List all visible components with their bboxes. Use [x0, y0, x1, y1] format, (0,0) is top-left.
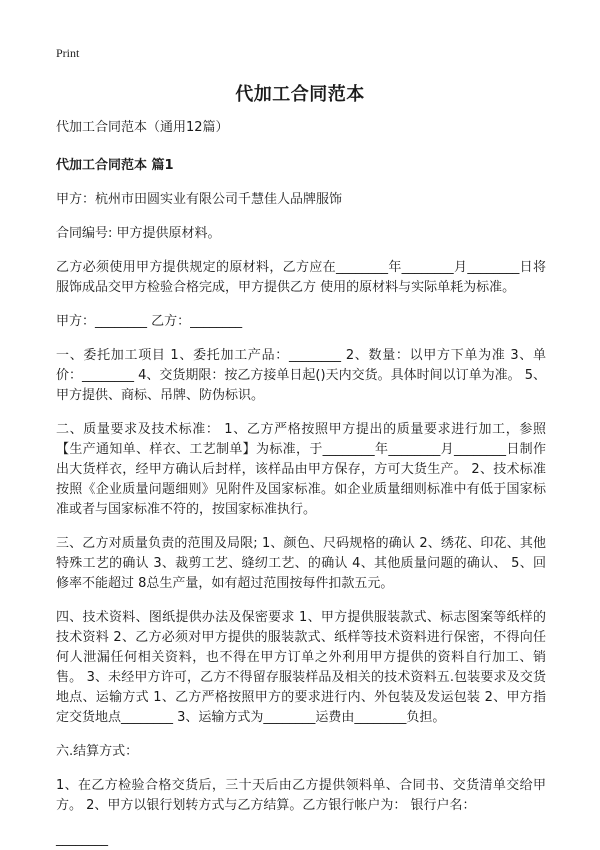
section-heading: 代加工合同范本 篇1 [56, 158, 174, 173]
party-a-line: 甲方：杭州市田圆实业有限公司千慧佳人品牌服饰 [56, 192, 343, 207]
document-subtitle: 代加工合同范本（通用12篇） [56, 120, 229, 135]
paragraph-section-1: 一、委托加工项目 1、委托加工产品：________ 2、数量：以甲方下单为准 3、单价：________ 4、交货期限：按乙方接单日起()天内交货。具体时间以订单为准。 5、甲方提供、商标、吊牌、防伪标识。 [56, 348, 546, 403]
paragraph-materials: 乙方必须使用甲方提供规定的原材料，乙方应在________年________月________日将服饰成品交甲方检验合格完成，甲方提供乙方 使用的原材料与实际单耗为标准。 [56, 260, 546, 295]
trailing-blank-line: ________ [56, 832, 108, 847]
paragraph-section-2: 二、质量要求及技术标准： 1、乙方严格按照甲方提出的质量要求进行加工，参照【生产通知单、样衣、工艺制单】为标准，于________年________月________日制作出大货样衣，经甲方确认后封样，该样品由甲方保存，方可大货生产。 2、技术标准按照《企业质量问题细则》见附件及国家标准。如企业质量细则标准中有低于国家标准或者与国家标准不符的，按国家标准执行。 [56, 422, 546, 517]
paragraph-section-6-heading: 六.结算方式： [56, 744, 139, 759]
page-title: 代加工合同范本 [235, 84, 365, 105]
print-label: Print [56, 46, 80, 60]
contract-number-line: 合同编号: 甲方提供原材料。 [56, 226, 221, 241]
paragraph-signature-line: 甲方：________ 乙方：________ [56, 314, 243, 329]
paragraph-section-6-body: 1、在乙方检验合格交货后，三十天后由乙方提供领料单、合同书、交货清单交给甲方。 2、甲方以银行划转方式与乙方结算。乙方银行帐户为： 银行户名： [56, 778, 546, 813]
paragraph-section-4: 四、技术资料、图纸提供办法及保密要求 1、甲方提供服装款式、标志图案等纸样的技术资料 2、乙方必须对甲方提供的服装款式、纸样等技术资料进行保密，不得向任何人泄漏任何相关资料，也不得在甲方订单之外利用甲方提供的资料自行加工、销售。 3、未经甲方许可，乙方不得留存服装样品及相关的技术资料五.包装要求及交货地点、运输方式 1、乙方严格按照甲方的要求进行内、外包装及发运包装 2、甲方指定交货地点________ 3、运输方式为________运费由________负担。 [56, 610, 546, 725]
document-body [56, 118, 546, 850]
paragraph-section-3: 三、乙方对质量负责的范围及局限; 1、颜色、尺码规格的确认 2、绣花、印花、其他特殊工艺的确认 3、裁剪工艺、缝纫工艺、的确认 4、其他质量问题的确认、 5、回修率不能超过 8总生产量，如有超过范围按每件扣款五元。 [56, 536, 546, 591]
